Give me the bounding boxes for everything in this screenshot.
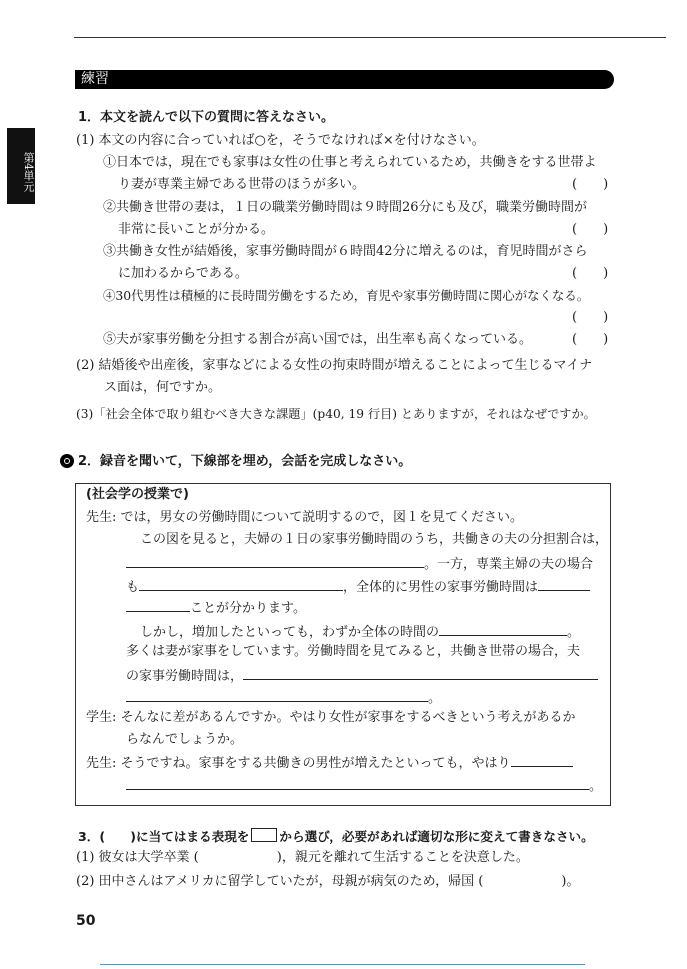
page-number: 50	[76, 913, 96, 929]
text: しかし，増加したといっても，わずか全体の時間の	[140, 625, 440, 640]
q3-heading	[78, 828, 594, 845]
q1-sub2-line2: ス面は，何ですか。	[104, 380, 222, 395]
q1-sub2-line1: (2) 結婚後や出産後，家事などによる女性の拘束時間が増えることによって生じるマイナ	[76, 358, 593, 373]
text: (2) 田中さんはアメリカに留学していたが，母親が病気のため，帰国 (	[76, 874, 484, 889]
teacher-line-9	[126, 689, 441, 707]
teacher-line-10	[86, 754, 573, 772]
answer-paren[interactable]: ( )	[572, 222, 609, 237]
text: (1) 彼女は大学卒業 (	[76, 850, 199, 865]
q1-item2-line2: 非常に長いことが分かる。	[118, 222, 275, 237]
teacher-line-11	[126, 777, 602, 795]
teacher-line-7: 多くは妻が家事をしています。労働時間を見てみると，共働き世帯の場合，夫	[126, 644, 580, 659]
q2-heading: 2．録音を聞いて，下線部を埋め，会話を完成しなさい。	[78, 454, 412, 469]
text: 先生: そうですね。家事をする共働きの男性が増えたといっても，やはり	[86, 756, 511, 771]
answer-blank[interactable]	[139, 578, 343, 591]
teacher-line-3	[126, 555, 593, 573]
q1-sub3: (3)「社会全体で取り組むべき大きな課題」(p40, 19 行目) とありますが，それはなぜですか。	[76, 407, 596, 421]
cd-audio-icon	[60, 454, 74, 468]
unit-side-tab: 第4単元	[7, 128, 35, 204]
teacher-line-2: この図を見ると，夫婦の１日の家事労働時間のうち，共働きの夫の分担割合は，	[140, 532, 609, 547]
text: 。	[428, 691, 442, 706]
q1-item1-line1: ①日本では，現在でも家事は女性の仕事と考えられているため，共働きをする世帯よ	[103, 155, 597, 170]
teacher-line-8	[126, 667, 598, 685]
teacher-line-5	[126, 599, 306, 617]
text: 。一方，専業主婦の夫の場合	[424, 557, 594, 572]
answer-blank[interactable]	[538, 578, 590, 591]
q1-sub1: (1) 本文の内容に合っていれば○を，そうでなければ×を付けなさい。	[76, 133, 485, 148]
text: ことが分かります。	[190, 601, 306, 616]
text: の家事労働時間は，	[126, 669, 244, 684]
answer-blank[interactable]	[126, 689, 428, 702]
student-line-2: らなんでしょうか。	[126, 732, 244, 747]
text: 。	[567, 625, 581, 640]
answer-blank[interactable]	[439, 623, 567, 636]
q1-item1-line2: り妻が専業主婦である世帯のほうが多い。	[118, 177, 366, 192]
answer-blank[interactable]	[126, 599, 190, 612]
q1-item3-line1: ③共働き女性が結婚後，家事労働時間が６時間42分に増えるのは，育児時間がさら	[103, 244, 588, 259]
answer-paren[interactable]: ( )	[572, 332, 609, 347]
section-title-bar: 練習	[75, 70, 614, 89]
text: ，全体的に男性の家事労働時間は	[343, 580, 539, 595]
text: 3．( )に当てはまる表現を	[78, 829, 250, 844]
student-line-1: 学生: そんなに差があるんですか。やはり女性が家事をするべきという考えがあるか	[86, 710, 576, 725]
dialogue-context: (社会学の授業で)	[86, 487, 189, 502]
answer-blank[interactable]	[511, 754, 573, 767]
q1-item5-line1: ⑤夫が家事労働を分担する割合が高い国では，出生率も高くなっている。	[103, 332, 533, 347]
answer-blank[interactable]	[243, 667, 598, 680]
text: から選び，必要があれば適切な形に変えて書きなさい。	[279, 829, 594, 844]
teacher-line-6	[140, 623, 580, 641]
text: )，親元を離れて生活することを決意した。	[276, 850, 529, 865]
teacher-line-4	[126, 578, 590, 596]
word-box-symbol	[251, 828, 277, 842]
answer-blank[interactable]	[126, 777, 589, 790]
answer-blank[interactable]	[126, 555, 424, 568]
answer-paren[interactable]: ( )	[572, 310, 609, 325]
answer-paren[interactable]: ( )	[572, 266, 609, 281]
bottom-rule	[100, 964, 585, 965]
header-rule	[74, 37, 666, 38]
teacher-line-1: 先生: では，男女の労働時間について説明するので，図１を見てください。	[86, 510, 523, 525]
q1-item2-line1: ②共働き世帯の妻は，１日の職業労働時間は９時間26分にも及び，職業労働時間が	[103, 200, 588, 215]
answer-paren[interactable]: ( )	[572, 177, 609, 192]
q1-item3-line2: に加わるからである。	[118, 266, 248, 281]
q3-item2	[76, 874, 579, 890]
q1-item4-line1: ④30代男性は積極的に長時間労働をするため，育児や家事労働時間に関心がなくなる。	[103, 288, 590, 303]
text: 。	[589, 779, 603, 794]
q1-heading: 1．本文を読んで以下の質問に答えなさい。	[78, 110, 335, 125]
q3-item1	[76, 850, 529, 866]
text: も	[126, 580, 140, 595]
text: )。	[561, 874, 580, 889]
